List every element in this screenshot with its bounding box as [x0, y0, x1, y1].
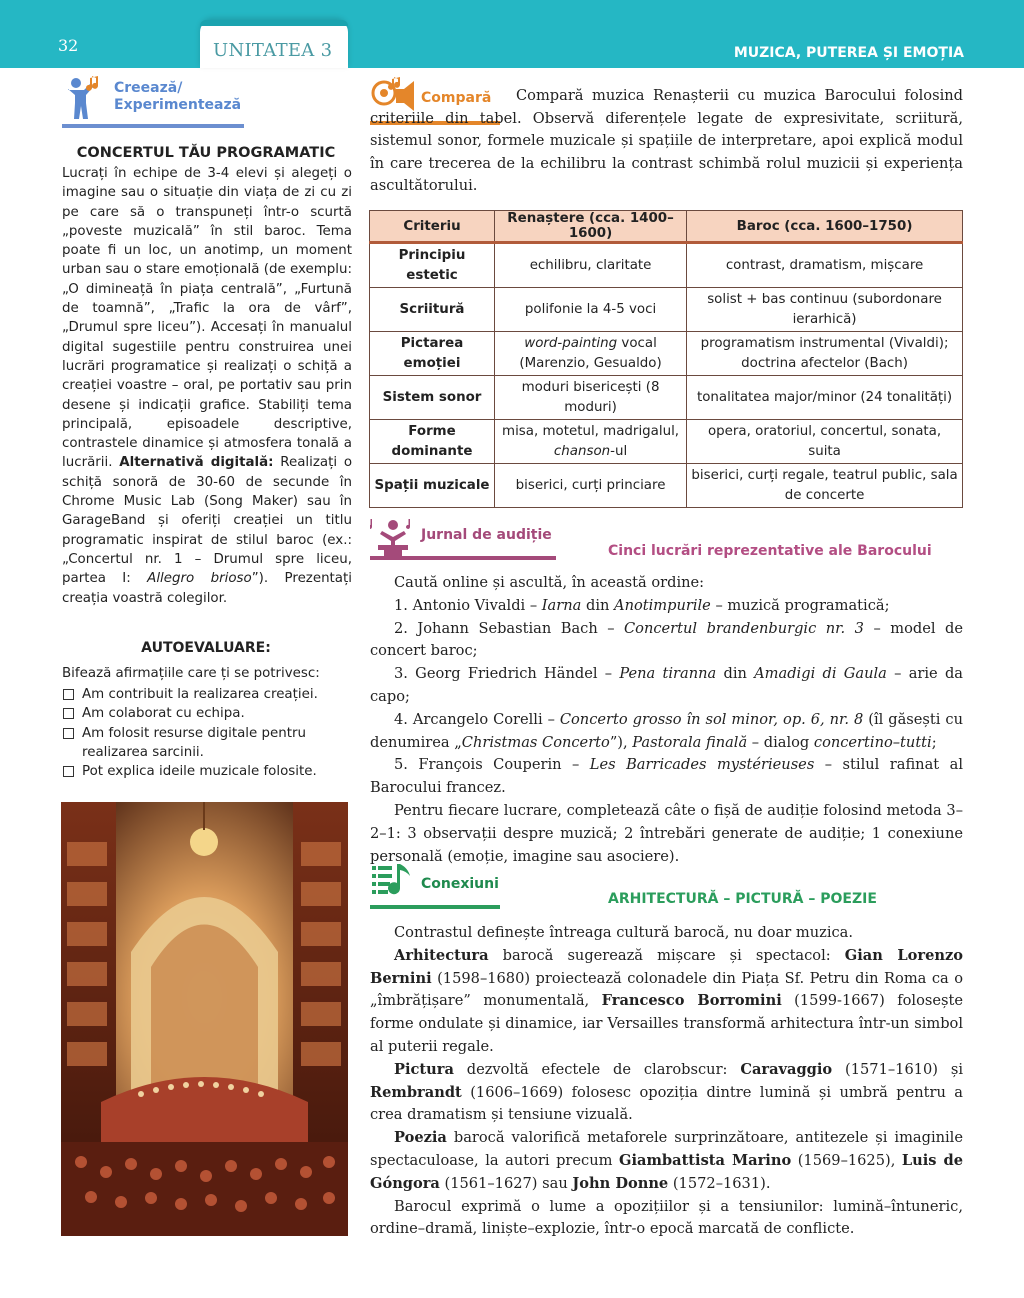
conexiuni-underline: [370, 905, 500, 909]
jurnal-underline: [370, 556, 556, 560]
creeaza-section-header: [62, 70, 244, 128]
checkbox[interactable]: [63, 728, 74, 739]
unit-title: UNITATEA 3: [213, 40, 333, 61]
conexiuni-paragraph: Pictura dezvoltă efectele de clarobscur: Caravaggio (1571–1610) și Rembrandt (1606–1669) folosesc opoziția dintre lumină și umbră pentru a crea dramatism și tensiune vizuală.: [370, 1060, 963, 1124]
page-number: 32: [58, 36, 79, 55]
music-note-lines-icon: [372, 862, 412, 902]
table-cell: misa, motetul, madrigalul, chanson-ul: [495, 420, 687, 464]
table-row: [370, 243, 963, 288]
table-cell: moduri bisericești (8 moduri): [495, 376, 687, 420]
list-item: 5. François Couperin – Les Barricades mystérieuses – stilul rafinat al Barocului francez.: [370, 756, 963, 797]
jurnal-label: Jurnal de audiție: [421, 527, 552, 543]
person-music-icon: [62, 74, 102, 122]
checkbox[interactable]: [63, 766, 74, 777]
jurnal-subtitle: Cinci lucrări reprezentative ale Barocului: [608, 543, 932, 559]
table-cell: word-painting vocal (Marenzio, Gesualdo): [495, 332, 687, 376]
checklist-item[interactable]: Am folosit resurse digitale pentru realizarea sarcinii.: [62, 724, 352, 763]
table-cell: programatism instrumental (Vivaldi); doctrina afectelor (Bach): [687, 332, 963, 376]
table-cell: Forme dominante: [370, 420, 495, 464]
checkbox[interactable]: [63, 708, 74, 719]
unit-tab-accent: [200, 20, 348, 26]
jurnal-closing: Pentru fiecare lucrare, completează câte o fișă de audiție folosind metoda 3–2–1: 3 observații despre muzică; 2 întrebări generate de audiție; 1 conexiune personală (emoție, imagine sau asociere).: [370, 801, 963, 865]
table-cell: Principiu estetic: [370, 243, 495, 288]
listening-podium-icon: [370, 517, 416, 559]
table-cell: contrast, dramatism, mișcare: [687, 243, 963, 288]
self-assessment-intro: Bifează afirmațiile care ți se potrivesc:: [62, 666, 320, 681]
conexiuni-paragraph: Barocul exprimă o lume a opozițiilor și a tensiunilor: lumină–întuneric, ordine–dramă, liniște–explozie, într-o epocă marcată de conflicte.: [370, 1197, 963, 1238]
conexiuni-body: [370, 922, 963, 1241]
list-item: 4. Arcangelo Corelli – Concerto grosso în sol minor, op. 6, nr. 8 (îl găsești cu denumirea „Christmas Concerto”), Pastorala finală – dialog concertino–tutti;: [370, 710, 963, 751]
table-cell: polifonie la 4-5 voci: [495, 288, 687, 332]
jurnal-body: [370, 572, 963, 868]
table-cell: echilibru, claritate: [495, 243, 687, 288]
list-item: 1. Antonio Vivaldi – Iarna din Anotimpurile – muzică programatică;: [394, 596, 890, 614]
checklist-item[interactable]: Pot explica ideile muzicale folosite.: [62, 762, 352, 781]
checklist-item[interactable]: Am contribuit la realizarea creației.: [62, 685, 352, 704]
table-cell: solist + bas continuu (subordonare ierarhică): [687, 288, 963, 332]
self-assessment-title: AUTOEVALUARE:: [141, 640, 271, 656]
baroque-theater-painting: [61, 802, 348, 1236]
list-item: 3. Georg Friedrich Händel – Pena tiranna din Amadigi di Gaula – arie da capo;: [370, 665, 963, 705]
checklist-item[interactable]: Am colaborat cu echipa.: [62, 704, 352, 723]
table-cell: Sistem sonor: [370, 376, 495, 420]
table-header-cell: Renaștere (cca. 1400–1600): [495, 211, 687, 243]
list-item: 2. Johann Sebastian Bach – Concertul brandenburgic nr. 3 – model de concert baroc;: [370, 619, 963, 660]
conexiuni-paragraph: Arhitectura barocă sugerează mișcare și spectacol: Gian Lorenzo Bernini (1598–1680) proiectează colonadele din Piața Sf. Petru din Roma ca o „îmbrățișare” monumentală, Francesco Borromini (1599-1667) folosește forme ondulate și dinamice, iar Versailles transformă arhitectura într-un simbol al puterii regale.: [370, 946, 963, 1055]
conexiuni-label: Conexiuni: [421, 876, 499, 892]
table-cell: Scriitură: [370, 288, 495, 332]
conexiuni-paragraph: Contrastul definește întreaga cultură barocă, nu doar muzica.: [394, 924, 854, 941]
creeaza-label: Creează/ Experimentează: [114, 80, 242, 113]
activity-paragraph: Lucrați în echipe de 3-4 elevi și alegeți o imagine sau o situație din viața de zi cu zi pe care să o transpuneți într-o scurtă „poveste muzicală” în stil baroc. Tema poate fi un loc, un anotimp, un moment urban sau o stare emoțională (de exemplu: „O dimineață în piața centrală”, „Furtună de toamnă”, „Trafic la ora de vârf”, „Drumul spre liceu”). Accesați în manualul digital sugestiile pentru construirea unei lucrări programatice și realizați o schiță a creației voastre – oral, pe portativ sau prin desene și indicații grafice. Stabiliți tema principală, episoadele descriptive, contrastele dinamice și atmosfera tonală a lucrării.: [62, 166, 352, 471]
table-cell: tonalitatea major/minor (24 tonalități): [687, 376, 963, 420]
table-cell: biserici, curți princiare: [495, 464, 687, 508]
conexiuni-paragraph: Poezia barocă valorifică metaforele surprinzătoare, antitezele și imaginile spectaculoase, la autori precum Giambattista Marino (1569–1625), Luis de Góngora (1561–1627) sau John Donne (1572–1631).: [370, 1129, 963, 1192]
table-row: [370, 288, 963, 332]
table-row: [370, 376, 963, 420]
jurnal-intro: Caută online și ascultă, în această ordine:: [394, 574, 705, 591]
conexiuni-subtitle: ARHITECTURĂ – PICTURĂ – POEZIE: [608, 891, 877, 907]
checkbox[interactable]: [63, 689, 74, 700]
table-cell: Spații muzicale: [370, 464, 495, 508]
activity-body: Lucrați în echipe de 3-4 elevi și alegeți o imagine sau o situație din viața de zi cu zi pe care să o transpuneți într-o scurtă „poveste muzicală” în stil baroc. Tema poate fi un loc, un anotimp, un moment urban sau o stare emoțională (de exemplu: „O dimineață în piața centrală”, „Furtună de toamnă”, „Trafic la ora de vârf”, „Drumul spre liceu”). Accesați în manualul digital sugestiile pentru construirea unei lucrări programatice și realizați o schiță a creației voastre – oral, pe portativ sau prin desene și indicații grafice. Stabiliți tema principală, episoadele descriptive, contrastele dinamice și atmosfera tonală a lucrării. Alternativă digitală: Realizați o schiță sonoră de 30-60 de secunde în Chrome Music Lab (Song Maker) sau în GarageBand și oferiți creației un titlu programatic inspirat de stilul baroc (ex.: „Concertul nr. 1 – Drumul spre liceu, partea I: Allegro brioso”). Prezentați creația voastră colegilor.: [62, 166, 353, 606]
digital-alternative-label: Alternativă digitală:: [119, 455, 274, 471]
table-header-cell: Baroc (cca. 1600–1750): [687, 211, 963, 243]
table-cell: opera, oratoriul, concertul, sonata, suita: [687, 420, 963, 464]
self-assessment-checklist: [62, 685, 352, 781]
table-header-row: [370, 211, 963, 243]
activity-title: CONCERTUL TĂU PROGRAMATIC: [76, 145, 336, 161]
compara-instructions: Compară muzica Renașterii cu muzica Barocului folosind criteriile din tabel. Observă diferențele legate de expresivitate, scriitură, sistemul sonor, formele muzicale și spațiile de interpretare, apoi explică modul în care trecerea de la echilibru la contrast schimbă rolul muzicii și experiența ascultătorului.: [370, 87, 963, 195]
table-row: [370, 464, 963, 508]
compara-label: Compară: [421, 90, 492, 106]
chapter-title: MUZICA, PUTEREA ȘI EMOȚIA: [733, 45, 964, 61]
table-cell: biserici, curți regale, teatrul public, sala de concerte: [687, 464, 963, 508]
table-row: [370, 420, 963, 464]
table-header-cell: Criteriu: [370, 211, 495, 243]
table-cell: Pictarea emoției: [370, 332, 495, 376]
comparison-table: [369, 210, 963, 508]
table-row: [370, 332, 963, 376]
